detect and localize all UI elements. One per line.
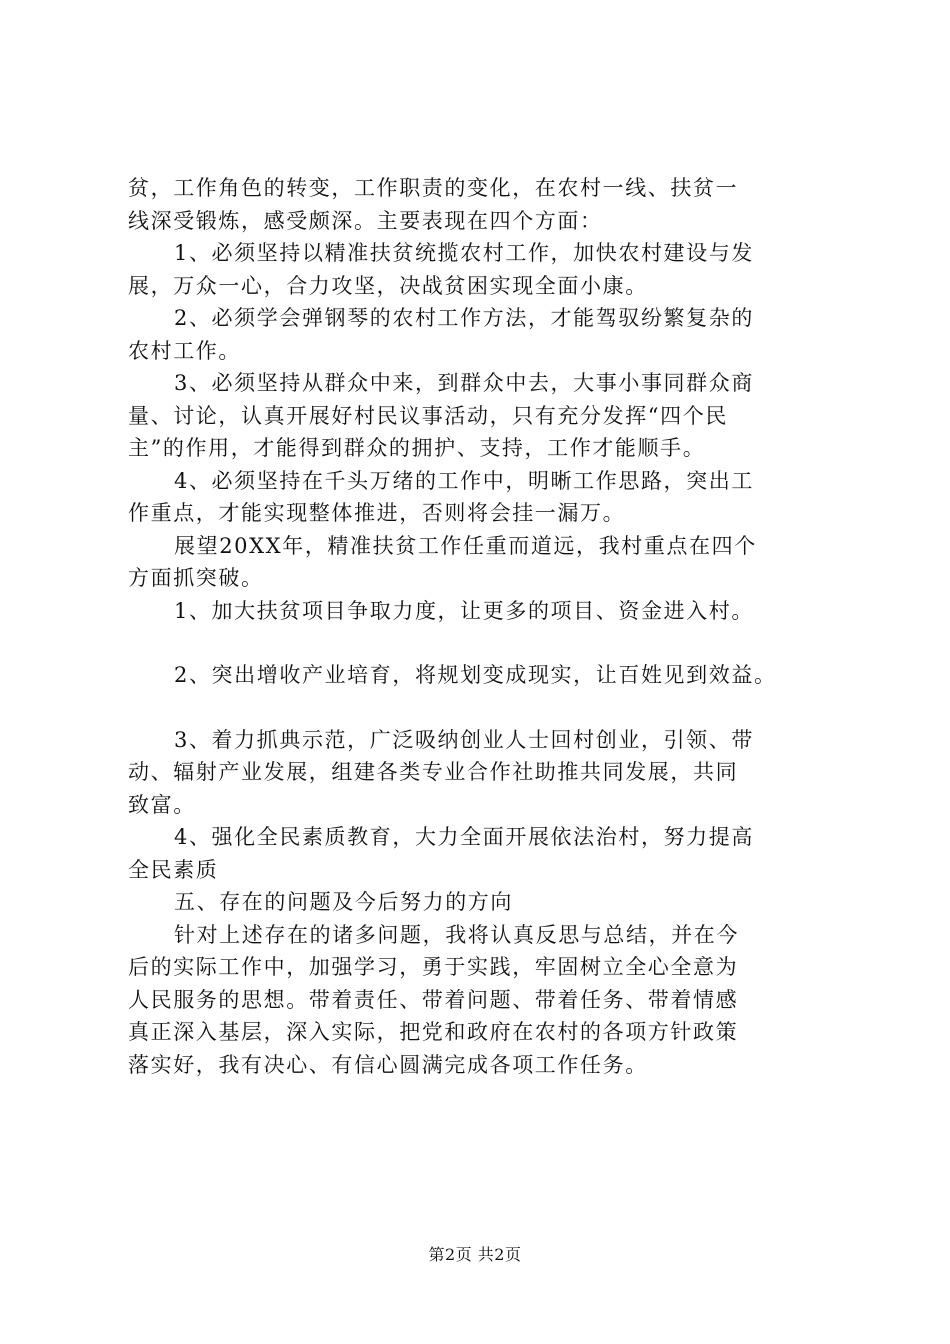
list-item-2-line: 2、必须学会弹钢琴的农村工作方法，才能驾驭纷繁复杂的	[174, 306, 754, 330]
text-line: 真正深入基层，深入实际，把党和政府在农村的各项方针政策	[128, 1020, 739, 1044]
text-line: 作重点，才能实现整体推进，否则将会挂一漏万。	[128, 501, 626, 525]
plan-item-1-line: 1、加大扶贫项目争取力度，让更多的项目、资金进入村。	[174, 598, 754, 623]
document-body	[128, 172, 848, 1081]
list-item-1-line: 1、必须坚持以精准扶贫统揽农村工作，加快农村建设与发	[174, 241, 754, 265]
list-item-4-line: 4、必须坚持在千头万绪的工作中，明晰工作思路，突出工	[174, 468, 754, 493]
plan-item-3-line: 3、着力抓典示范，广泛吸纳创业人士回村创业，引领、带	[174, 727, 754, 752]
text-line: 后的实际工作中，加强学习，勇于实践，牢固树立全心全意为	[128, 955, 739, 979]
text-line: 全民素质	[128, 857, 219, 882]
text-line: 量、讨论，认真开展好村民议事活动，只有充分发挥“四个民	[128, 403, 728, 428]
text-line: 动、辐射产业发展，组建各类专业合作社助推共同发展，共同	[128, 760, 739, 784]
text-line: 贫，工作角色的转变，工作职责的变化，在农村一线、扶贫一	[128, 176, 739, 200]
paragraph-gap	[128, 692, 848, 724]
paragraph-gap	[128, 627, 848, 659]
plan-item-2-line: 2、突出增收产业培育，将规划变成现实，让百姓见到效益。	[174, 663, 777, 687]
text-line: 展，万众一心，合力攻坚，决战贫困实现全面小康。	[128, 273, 648, 298]
plan-item-4-line: 4、强化全民素质教育，大力全面开展依法治村，努力提高	[174, 825, 754, 849]
section-heading: 五、存在的问题及今后努力的方向	[174, 890, 513, 914]
list-item-3-line: 3、必须坚持从群众中来，到群众中去，大事小事同群众商	[174, 371, 754, 395]
text-line: 致富。	[128, 792, 196, 817]
text-line: 农村工作。	[128, 338, 241, 363]
outlook-paragraph-line: 展望20XX年，精准扶贫工作任重而道远，我村重点在四个	[174, 533, 757, 558]
page-number: 第2页 共2页	[428, 1245, 522, 1264]
closing-paragraph-line: 针对上述存在的诸多问题，我将认真反思与总结，并在今	[174, 922, 739, 947]
text-line: 方面抓突破。	[128, 566, 264, 590]
text-line: 落实好，我有决心、有信心圆满完成各项工作任务。	[128, 1052, 648, 1077]
text-line: 主”的作用，才能得到群众的拥护、支持，工作才能顺手。	[128, 436, 706, 460]
text-line: 线深受锻炼，感受颇深。主要表现在四个方面：	[128, 208, 603, 233]
text-line: 人民服务的思想。带着责任、带着问题、带着任务、带着情感	[128, 987, 739, 1012]
